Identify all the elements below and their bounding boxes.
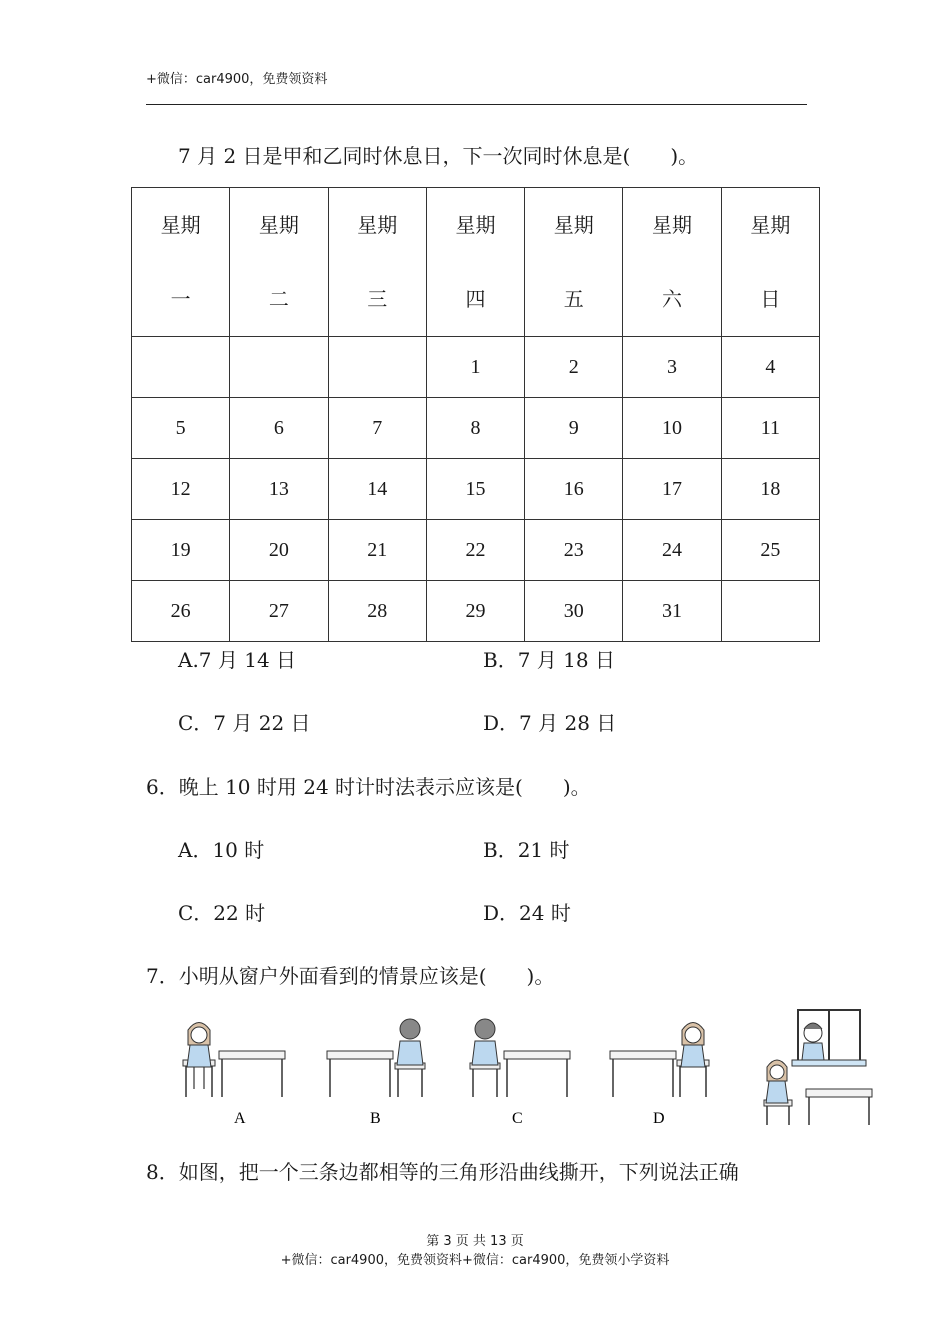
weekday-header: 星期 三 (328, 188, 426, 337)
calendar-cell: 19 (132, 520, 230, 581)
weekday-header: 星期 二 (230, 188, 328, 337)
figure-option-b[interactable] (327, 1019, 425, 1127)
calendar-cell (230, 337, 328, 398)
question-8-stem: 8．如图，把一个三条边都相等的三角形沿曲线撕开，下列说法正确 (146, 1160, 739, 1184)
calendar-cell: 28 (328, 581, 426, 642)
figure-option-d[interactable] (610, 1023, 709, 1128)
calendar-cell: 30 (525, 581, 623, 642)
q6-option-b[interactable]: B．21 时 (483, 838, 570, 862)
footer-note: +微信：car4900，免费领资料+微信：car4900，免费领小学资料 (280, 1253, 670, 1268)
q5-option-d[interactable]: D．7 月 28 日 (483, 711, 617, 735)
figure-label: A (234, 1110, 246, 1127)
header-rule (146, 104, 807, 105)
calendar-header-row (132, 188, 820, 337)
calendar-cell: 10 (623, 398, 721, 459)
figure-option-c[interactable] (470, 1019, 570, 1127)
calendar-cell: 11 (721, 398, 819, 459)
calendar-cell: 14 (328, 459, 426, 520)
calendar-week-row (132, 520, 820, 581)
header-note: +微信：car4900，免费领资料 (146, 72, 328, 87)
page-number: 第 3 页 共 13 页 (426, 1234, 524, 1249)
calendar-cell: 31 (623, 581, 721, 642)
q5-option-c[interactable]: C．7 月 22 日 (178, 711, 311, 735)
calendar-week-row (132, 581, 820, 642)
calendar-cell: 25 (721, 520, 819, 581)
figure-option-a[interactable] (183, 1023, 285, 1128)
weekday-header: 星期 四 (426, 188, 524, 337)
question-5-stem: 7 月 2 日是甲和乙同时休息日，下一次同时休息是( )。 (178, 144, 699, 168)
calendar-cell: 23 (525, 520, 623, 581)
reference-scene (764, 1010, 872, 1125)
calendar-cell: 26 (132, 581, 230, 642)
figure-label: C (512, 1110, 523, 1127)
calendar-cell (132, 337, 230, 398)
question-6-stem: 6．晚上 10 时用 24 时计时法表示应该是( )。 (146, 775, 591, 799)
figure-label: D (653, 1110, 665, 1127)
calendar-cell: 5 (132, 398, 230, 459)
calendar-cell: 21 (328, 520, 426, 581)
question-7-stem: 7．小明从窗户外面看到的情景应该是( )。 (146, 964, 555, 988)
calendar-cell: 9 (525, 398, 623, 459)
calendar-cell: 29 (426, 581, 524, 642)
calendar-week-row (132, 337, 820, 398)
q7-figures (180, 1005, 880, 1135)
calendar-week-row (132, 459, 820, 520)
calendar-cell: 7 (328, 398, 426, 459)
calendar-cell: 15 (426, 459, 524, 520)
calendar-cell: 8 (426, 398, 524, 459)
q5-option-b[interactable]: B．7 月 18 日 (483, 648, 615, 672)
calendar-table (131, 187, 820, 642)
calendar-cell: 20 (230, 520, 328, 581)
q5-option-a[interactable]: A.7 月 14 日 (178, 648, 297, 672)
calendar-cell: 17 (623, 459, 721, 520)
weekday-header: 星期 五 (525, 188, 623, 337)
figure-label: B (370, 1110, 381, 1127)
calendar-cell: 2 (525, 337, 623, 398)
calendar-cell: 3 (623, 337, 721, 398)
weekday-header: 星期 日 (721, 188, 819, 337)
q6-option-c[interactable]: C．22 时 (178, 901, 266, 925)
calendar-cell: 4 (721, 337, 819, 398)
calendar-cell: 1 (426, 337, 524, 398)
calendar-cell: 27 (230, 581, 328, 642)
calendar-cell: 24 (623, 520, 721, 581)
weekday-header: 星期 六 (623, 188, 721, 337)
calendar-cell (721, 581, 819, 642)
calendar-cell: 22 (426, 520, 524, 581)
calendar-cell: 13 (230, 459, 328, 520)
calendar-cell: 16 (525, 459, 623, 520)
q6-option-d[interactable]: D．24 时 (483, 901, 571, 925)
calendar-cell: 6 (230, 398, 328, 459)
calendar-cell (328, 337, 426, 398)
calendar-cell: 12 (132, 459, 230, 520)
calendar-week-row (132, 398, 820, 459)
q6-option-a[interactable]: A．10 时 (178, 838, 265, 862)
calendar-cell: 18 (721, 459, 819, 520)
weekday-header: 星期 一 (132, 188, 230, 337)
